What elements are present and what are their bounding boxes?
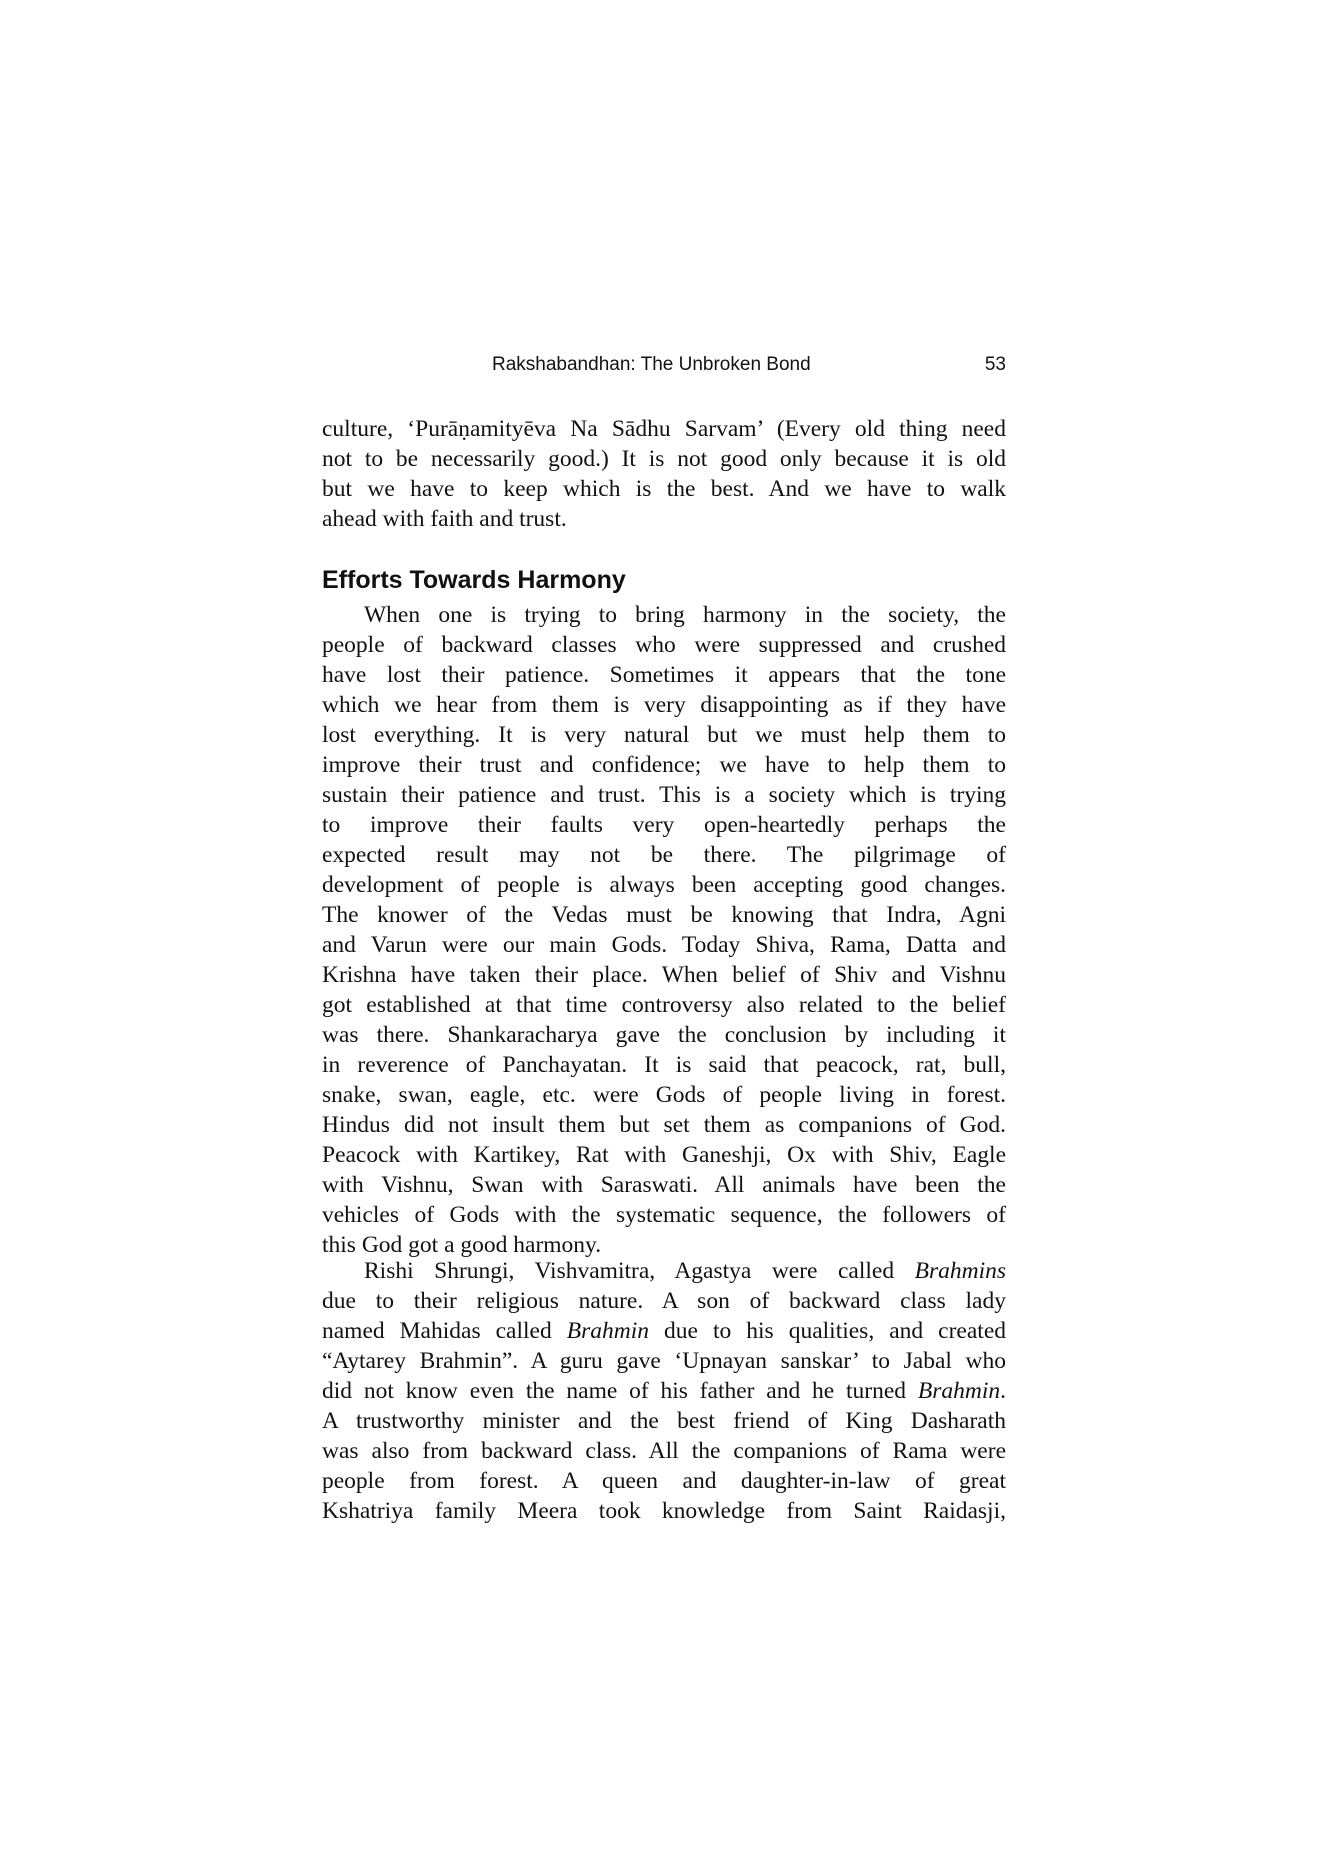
- page-number: 53: [984, 354, 1006, 375]
- paragraph-line: culture, ‘Purāṇamityēva Na Sādhu Sarvam’ (Every old thing need: [322, 416, 1006, 442]
- paragraph-line: vehicles of Gods with the systematic sequence, the followers of: [322, 1202, 1006, 1228]
- paragraph-line: got established at that time controversy also related to the belief: [322, 992, 1006, 1018]
- paragraph-line: people of backward classes who were suppressed and crushed: [322, 632, 1006, 658]
- paragraph-line: [322, 1316, 1006, 1346]
- paragraph-line: Kshatriya family Meera took knowledge from Saint Raidasji,: [322, 1498, 1006, 1524]
- paragraph-line: [322, 1256, 1006, 1286]
- line-text: Rishi Shrungi, Vishvamitra, Agastya were called: [364, 1258, 915, 1284]
- italic-term: Brahmin: [917, 1378, 1001, 1404]
- paragraph-line: with Vishnu, Swan with Saraswati. All animals have been the: [322, 1172, 1006, 1198]
- paragraph-line: The knower of the Vedas must be knowing that Indra, Agni: [322, 902, 1006, 928]
- paragraph-line: due to their religious nature. A son of backward class lady: [322, 1288, 1006, 1314]
- paragraph-line: people from forest. A queen and daughter-in-law of great: [322, 1468, 1006, 1494]
- paragraph-line: expected result may not be there. The pilgrimage of: [322, 842, 1006, 868]
- paragraph-line: not to be necessarily good.) It is not good only because it is old: [322, 446, 1006, 472]
- line-text: .: [1000, 1378, 1006, 1404]
- paragraph-line: When one is trying to bring harmony in the society, the: [364, 602, 1006, 628]
- paragraph-line: [322, 1376, 1006, 1406]
- paragraph-continuation: [322, 414, 1006, 534]
- paragraph-line: A trustworthy minister and the best friend of King Dasharath: [322, 1408, 1006, 1434]
- paragraph-line: improve their trust and confidence; we have to help them to: [322, 752, 1006, 778]
- paragraph-line: and Varun were our main Gods. Today Shiva, Rama, Datta and: [322, 932, 1006, 958]
- line-text: did not know even the name of his father and he turned: [322, 1378, 918, 1404]
- paragraph-line: lost everything. It is very natural but we must help them to: [322, 722, 1006, 748]
- paragraph-line: have lost their patience. Sometimes it appears that the tone: [322, 662, 1006, 688]
- running-head: [322, 354, 1006, 382]
- paragraph-line: Hindus did not insult them but set them as companions of God.: [322, 1112, 1006, 1138]
- paragraph-line: Krishna have taken their place. When belief of Shiv and Vishnu: [322, 962, 1006, 988]
- italic-term: Brahmin: [566, 1318, 649, 1344]
- line-text: named Mahidas called: [322, 1318, 567, 1344]
- italic-term: Brahmins: [914, 1258, 1006, 1284]
- paragraph-line: was also from backward class. All the companions of Rama were: [322, 1438, 1006, 1464]
- paragraph-line: snake, swan, eagle, etc. were Gods of people living in forest.: [322, 1082, 1006, 1108]
- paragraph-line: was there. Shankaracharya gave the conclusion by including it: [322, 1022, 1006, 1048]
- paragraph-line: in reverence of Panchayatan. It is said that peacock, rat, bull,: [322, 1052, 1006, 1078]
- paragraph-line: but we have to keep which is the best. And we have to walk: [322, 476, 1006, 502]
- paragraph-line: which we hear from them is very disappointing as if they have: [322, 692, 1006, 718]
- paragraph-brahmins: [322, 1256, 1006, 1526]
- section-heading: Efforts Towards Harmony: [322, 566, 626, 594]
- line-text: due to his qualities, and created: [648, 1318, 1006, 1344]
- paragraph-line: this God got a good harmony.: [322, 1232, 602, 1258]
- running-head-title: Rakshabandhan: The Unbroken Bond: [492, 354, 811, 375]
- paragraph-line: “Aytarey Brahmin”. A guru gave ‘Upnayan sanskar’ to Jabal who: [322, 1348, 1006, 1374]
- paragraph-line: development of people is always been accepting good changes.: [322, 872, 1006, 898]
- paragraph-harmony: [322, 600, 1006, 1260]
- paragraph-line: ahead with faith and trust.: [322, 506, 567, 532]
- paragraph-line: sustain their patience and trust. This is a society which is trying: [322, 782, 1006, 808]
- paragraph-line: to improve their faults very open-heartedly perhaps the: [322, 812, 1006, 838]
- paragraph-line: Peacock with Kartikey, Rat with Ganeshji, Ox with Shiv, Eagle: [322, 1142, 1006, 1168]
